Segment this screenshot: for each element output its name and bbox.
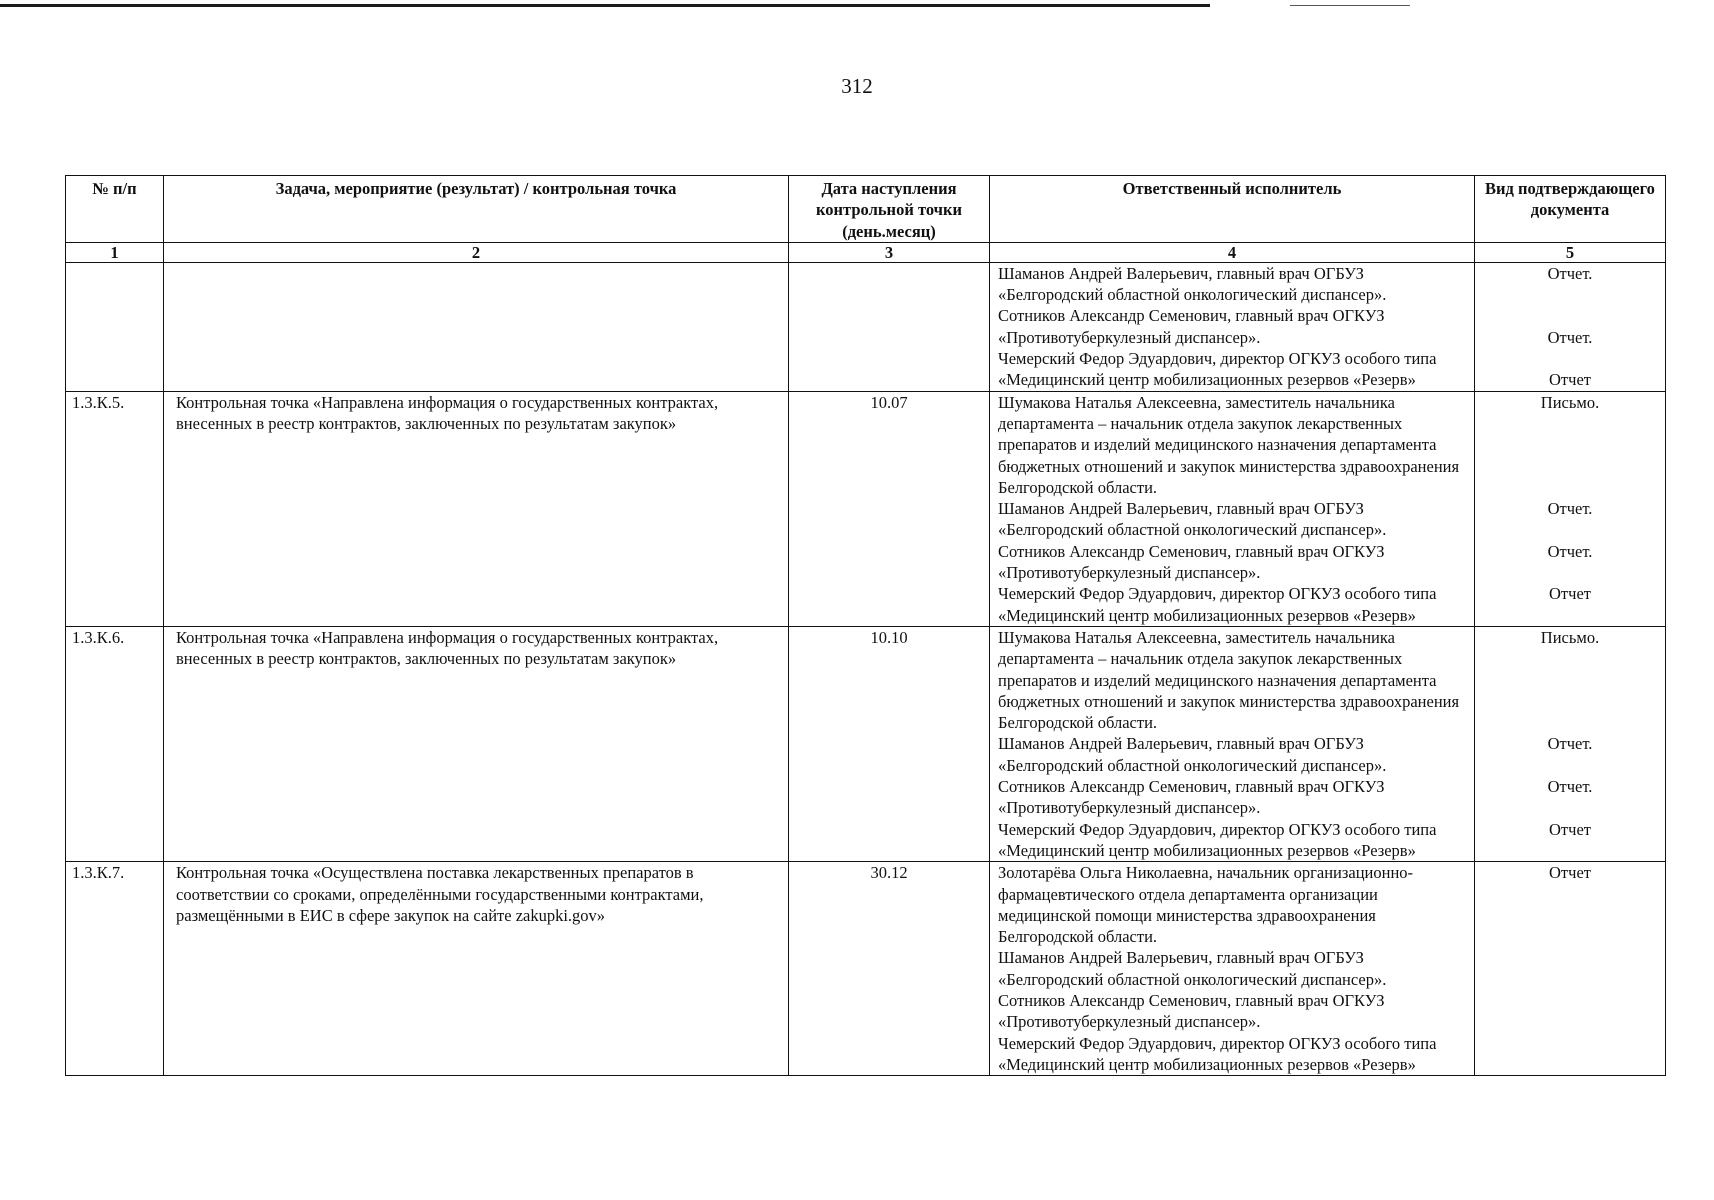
- document-spacer: [1481, 284, 1659, 305]
- document-type: Отчет: [1549, 584, 1591, 604]
- row-executors: [990, 391, 1475, 626]
- row-documents: [1475, 626, 1666, 861]
- row-task: [164, 262, 789, 391]
- document-spacer: [1481, 456, 1659, 477]
- executor-entry: Шаманов Андрей Валерьевич, главный врач ОГБУЗ «Белгородский областной онкологический диспансер».: [998, 499, 1387, 540]
- header-document-type: Вид подтверждающего документа: [1475, 176, 1666, 243]
- row-documents: [1475, 262, 1666, 391]
- column-number: 3: [789, 242, 990, 262]
- table-row: [66, 626, 1666, 861]
- executor-entry: Сотников Александр Семенович, главный врач ОГКУЗ «Противотуберкулезный диспансер».: [998, 990, 1385, 1032]
- document-type: Отчет: [1549, 863, 1591, 883]
- document-type: Письмо.: [1540, 627, 1600, 647]
- document-spacer: [1481, 648, 1659, 669]
- scan-top-border: [0, 4, 1210, 7]
- document-type: Отчет.: [1547, 777, 1593, 797]
- document-type: Отчет.: [1547, 263, 1593, 283]
- column-number-row: [66, 242, 1666, 262]
- document-type: Отчет.: [1547, 734, 1593, 754]
- header-number: № п/п: [66, 176, 164, 243]
- column-number: 4: [990, 242, 1475, 262]
- document-spacer: [1481, 670, 1659, 691]
- row-executors: [990, 862, 1475, 1076]
- row-date: [789, 262, 990, 391]
- row-date: 10.07: [789, 391, 990, 626]
- executor-entry: Сотников Александр Семенович, главный врач ОГКУЗ «Противотуберкулезный диспансер».: [998, 777, 1385, 818]
- executor-entry: Шаманов Андрей Валерьевич, главный врач ОГБУЗ «Белгородский областной онкологический диспансер».: [998, 948, 1387, 989]
- executor-entry: Шумакова Наталья Алексеевна, заместитель начальника департамента – начальник отдела закупок лекарственных препаратов и изделий медицинского назначения департамента бюджетных отношений и закупок министерства здравоохранения Белгородской области.: [998, 627, 1460, 733]
- table-body: [66, 262, 1666, 1075]
- column-number: 2: [164, 242, 789, 262]
- executor-entry: Чемерский Федор Эдуардович, директор ОГКУЗ особого типа «Медицинский центр мобилизационных резервов «Резерв»: [998, 349, 1437, 390]
- document-spacer: [1481, 519, 1659, 540]
- row-number: 1.3.К.7.: [66, 862, 164, 1076]
- table-header-row: [66, 176, 1666, 243]
- row-task: Контрольная точка «Направлена информация о государственных контрактах, внесенных в реестр контрактов, заключенных по результатам закупок»: [164, 391, 789, 626]
- row-documents: [1475, 862, 1666, 1076]
- column-number: 5: [1475, 242, 1666, 262]
- document-spacer: [1481, 797, 1659, 818]
- table-row: [66, 862, 1666, 1076]
- control-points-table: [65, 175, 1666, 1076]
- document-spacer: [1481, 477, 1659, 498]
- scan-top-border-fragment: [1290, 5, 1410, 6]
- document-spacer: [1481, 413, 1659, 434]
- executor-entry: Чемерский Федор Эдуардович, директор ОГКУЗ особого типа «Медицинский центр мобилизационных резервов «Резерв»: [998, 819, 1437, 860]
- document-spacer: [1481, 434, 1659, 455]
- header-task: Задача, мероприятие (результат) / контрольная точка: [164, 176, 789, 243]
- executor-entry: Сотников Александр Семенович, главный врач ОГКУЗ «Противотуберкулезный диспансер».: [998, 541, 1385, 583]
- executor-entry: Чемерский Федор Эдуардович, директор ОГКУЗ особого типа «Медицинский центр мобилизационных резервов «Резерв»: [998, 1033, 1437, 1074]
- header-executor: Ответственный исполнитель: [990, 176, 1475, 243]
- document-type: Письмо.: [1540, 392, 1600, 412]
- document-type: Отчет: [1549, 370, 1591, 390]
- executor-entry: Сотников Александр Семенович, главный врач ОГКУЗ «Противотуберкулезный диспансер».: [998, 306, 1385, 347]
- row-task: Контрольная точка «Осуществлена поставка лекарственных препаратов в соответствии со сроками, определёнными государственными контрактами, размещёнными в ЕИС в сфере закупок на сайте zakupki.gov»: [164, 862, 789, 1076]
- document-type: Отчет.: [1547, 499, 1593, 519]
- executor-entry: Шумакова Наталья Алексеевна, заместитель начальника департамента – начальник отдела закупок лекарственных препаратов и изделий медицинского назначения департамента бюджетных отношений и закупок министерства здравоохранения Белгородской области.: [998, 392, 1460, 497]
- row-date: 10.10: [789, 626, 990, 861]
- document-type: Отчет: [1549, 819, 1591, 839]
- row-documents: [1475, 391, 1666, 626]
- row-executors: [990, 262, 1475, 391]
- row-number: 1.3.К.5.: [66, 391, 164, 626]
- table-row: [66, 262, 1666, 391]
- document-type: Отчет.: [1547, 327, 1593, 347]
- header-date: Дата наступления контрольной точки (день.месяц): [789, 176, 990, 243]
- document-spacer: [1481, 691, 1659, 712]
- document-spacer: [1481, 305, 1659, 326]
- row-number: [66, 262, 164, 391]
- executor-entry: Шаманов Андрей Валерьевич, главный врач ОГБУЗ «Белгородский областной онкологический диспансер».: [998, 263, 1387, 305]
- document-spacer: [1481, 348, 1659, 369]
- table-row: [66, 391, 1666, 626]
- document-spacer: [1481, 562, 1659, 583]
- row-task: Контрольная точка «Направлена информация о государственных контрактах, внесенных в реестр контрактов, заключенных по результатам закупок»: [164, 626, 789, 861]
- column-number: 1: [66, 242, 164, 262]
- executor-entry: Чемерский Федор Эдуардович, директор ОГКУЗ особого типа «Медицинский центр мобилизационных резервов «Резерв»: [998, 584, 1437, 625]
- page-number: 312: [841, 74, 873, 98]
- row-executors: [990, 626, 1475, 861]
- document-spacer: [1481, 712, 1659, 733]
- executor-entry: Шаманов Андрей Валерьевич, главный врач ОГБУЗ «Белгородский областной онкологический диспансер».: [998, 734, 1387, 775]
- document-spacer: [1481, 755, 1659, 776]
- row-date: 30.12: [789, 862, 990, 1076]
- row-number: 1.3.К.6.: [66, 626, 164, 861]
- executor-entry: Золотарёва Ольга Николаевна, начальник организационно-фармацевтического отдела департамента организации медицинской помощи министерства здравоохранения Белгородской области.: [998, 863, 1414, 947]
- document-type: Отчет.: [1547, 541, 1593, 561]
